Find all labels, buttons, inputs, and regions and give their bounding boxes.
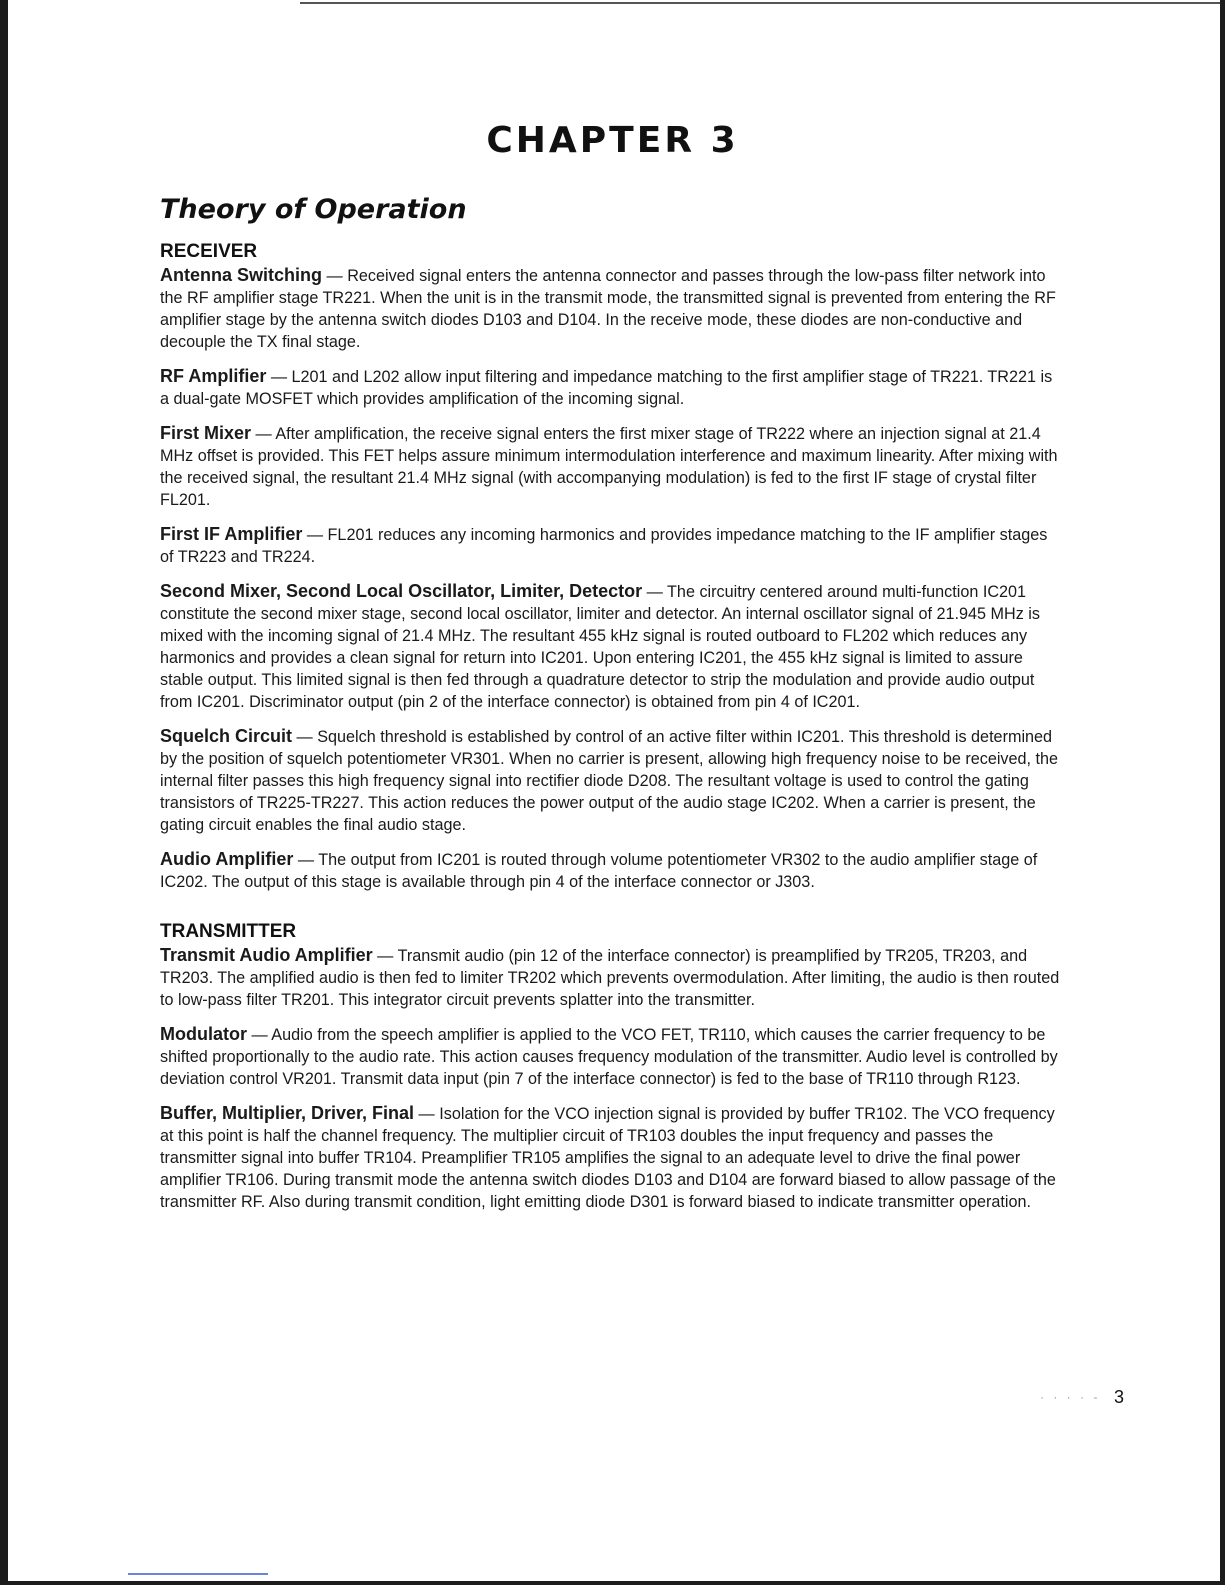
receiver-heading: RECEIVER bbox=[160, 241, 258, 262]
dash: — bbox=[322, 267, 348, 285]
term-transmit-audio-amplifier: Transmit Audio Amplifier bbox=[160, 945, 373, 965]
paragraph-transmit-audio-amplifier bbox=[160, 944, 1060, 1011]
term-audio-amplifier: Audio Amplifier bbox=[160, 849, 294, 869]
dash: — bbox=[372, 947, 398, 965]
paragraph-buffer-multiplier bbox=[160, 1102, 1060, 1213]
dash: — bbox=[266, 368, 292, 386]
scan-dots: · · · · - bbox=[1040, 1390, 1101, 1404]
paragraph-text: Audio from the speech amplifier is applied to the VCO FET, TR110, which causes the carrier frequency to be shifted proportionally to the audio rate. This action causes frequency modulation of the transmitter. Audio level is controlled by deviation control VR201. Transmit data input (pin 7 of the interface connector) is fed to the base of TR110 through R123. bbox=[160, 1026, 1058, 1088]
paragraph-antenna-switching bbox=[160, 264, 1060, 353]
term-squelch-circuit: Squelch Circuit bbox=[160, 726, 293, 746]
scan-bottom-mark bbox=[128, 1573, 268, 1575]
scan-top-line bbox=[300, 2, 1225, 4]
paragraph-first-mixer bbox=[160, 422, 1060, 511]
paragraph-text: The output from IC201 is routed through volume potentiometer VR302 to the audio amplifier stage of IC202. The output of this stage is available through pin 4 of the interface connector or J303. bbox=[160, 851, 1038, 891]
dash: — bbox=[642, 583, 668, 601]
page-title: Theory of Operation bbox=[160, 194, 467, 225]
term-rf-amplifier: RF Amplifier bbox=[160, 366, 267, 386]
paragraph-text: FL201 reduces any incoming harmonics and provides impedance matching to the IF amplifier stages of TR223 and TR224. bbox=[160, 526, 1048, 566]
chapter-heading: CHAPTER 3 bbox=[486, 120, 739, 161]
paragraph-text: Squelch threshold is established by control of an active filter within IC201. This threshold is determined by the position of squelch potentiometer VR301. When no carrier is present, allowing high frequency noise to be received, the internal filter passes this high frequency signal into rectifier diode D208. The resultant voltage is used to control the gating transistors of TR225-TR227. This action reduces the power output of the audio stage IC202. When a carrier is present, the gating circuit enables the final audio stage. bbox=[160, 728, 1059, 834]
scan-left-edge bbox=[0, 0, 8, 1585]
paragraph-modulator bbox=[160, 1023, 1060, 1090]
scan-bottom-edge bbox=[0, 1581, 1225, 1585]
term-antenna-switching: Antenna Switching bbox=[160, 265, 322, 285]
page-number: 3 bbox=[1114, 1387, 1125, 1407]
dash: — bbox=[292, 728, 318, 746]
term-second-mixer: Second Mixer, Second Local Oscillator, Limiter, Detector bbox=[160, 581, 643, 601]
dash: — bbox=[247, 1026, 272, 1044]
paragraph-text: Transmit audio (pin 12 of the interface connector) is preamplified by TR205, TR203, and TR203. The amplified audio is then fed to limiter TR202 which prevents overmodulation. After limiting, the audio is then routed to low-pass filter TR201. This integrator circuit prevents splatter into the transmitter. bbox=[160, 947, 1060, 1009]
paragraph-text: After amplification, the receive signal enters the first mixer stage of TR222 where an injection signal at 21.4 MHz offset is provided. This FET helps assure minimum intermodulation interference and maximum linearity. After mixing with the received signal, the resultant 21.4 MHz signal (with accompanying modulation) is fed to the first IF stage of crystal filter FL201. bbox=[160, 425, 1058, 509]
paragraph-rf-amplifier bbox=[160, 365, 1060, 410]
term-modulator: Modulator bbox=[160, 1024, 247, 1044]
term-first-if-amplifier: First IF Amplifier bbox=[160, 524, 303, 544]
paragraph-audio-amplifier bbox=[160, 848, 1060, 893]
dash: — bbox=[251, 425, 276, 443]
paragraph-squelch-circuit bbox=[160, 725, 1060, 836]
paragraph-text: The circuitry centered around multi-function IC201 constitute the second mixer stage, second local oscillator, limiter and detector. An internal oscillator signal of 21.945 MHz is mixed with the incoming signal of 21.4 MHz. The resultant 455 kHz signal is routed outboard to FL202 which reduces any harmonics and provides a clean signal for return into IC201. Upon entering IC201, the 455 kHz signal is limited to assure stable output. This limited signal is then fed through a quadrature detector to strip the modulation and provide audio output from IC201. Discriminator output (pin 2 of the interface connector) is obtained from pin 4 of IC201. bbox=[160, 583, 1040, 711]
dash: — bbox=[293, 851, 319, 869]
dash: — bbox=[302, 526, 328, 544]
paragraph-first-if-amplifier bbox=[160, 523, 1060, 568]
paragraph-text: L201 and L202 allow input filtering and impedance matching to the first amplifier stage of TR221. TR221 is a dual-gate MOSFET which provides amplification of the incoming signal. bbox=[160, 368, 1053, 408]
term-first-mixer: First Mixer bbox=[160, 423, 252, 443]
scan-right-edge bbox=[1220, 0, 1225, 1585]
paragraph-text: Received signal enters the antenna connector and passes through the low-pass filter network into the RF amplifier stage TR221. When the unit is in the transmit mode, the transmitted signal is prevented from entering the RF amplifier stage by the antenna switch diodes D103 and D104. In the receive mode, these diodes are non-conductive and decouple the TX final stage. bbox=[160, 267, 1056, 351]
term-buffer-multiplier: Buffer, Multiplier, Driver, Final bbox=[160, 1103, 415, 1123]
document-body bbox=[160, 240, 1060, 1225]
transmitter-heading: TRANSMITTER bbox=[160, 921, 297, 942]
dash: — bbox=[414, 1105, 440, 1123]
paragraph-text: Isolation for the VCO injection signal is provided by buffer TR102. The VCO frequency at this point is half the channel frequency. The multiplier circuit of TR103 doubles the input frequency and passes the transmitter signal into buffer TR104. Preamplifier TR105 amplifies the signal to an adequate level to drive the final power amplifier TR106. During transmit mode the antenna switch diodes D103 and D104 are forward biased to allow passage of the transmitter RF. Also during transmit condition, light emitting diode D301 is forward biased to indicate transmitter operation. bbox=[160, 1105, 1056, 1211]
paragraph-second-mixer bbox=[160, 580, 1060, 713]
